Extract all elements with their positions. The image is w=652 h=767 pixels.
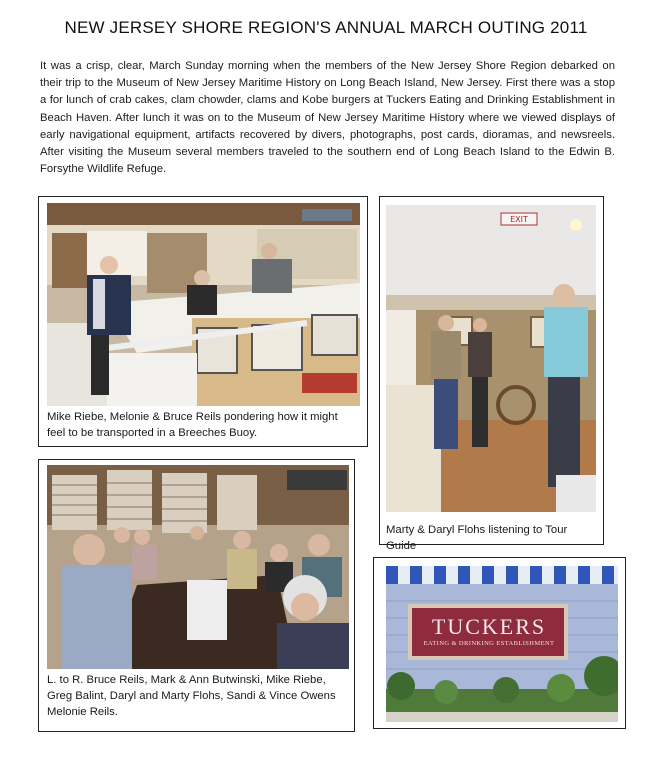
caption-museum-balcony: Mike Riebe, Melonie & Bruce Reils pondering how it might feel to be transported in a Breeches Buoy. [47,411,338,439]
photo-frame-museum-balcony [38,196,368,447]
photo-tuckers-sign [386,566,618,722]
photo-museum-balcony [47,203,360,406]
exit-sign-text: EXIT [510,215,528,224]
tuckers-sign-name: TUCKERS [431,614,547,639]
photo-tour-guide [386,205,596,512]
tuckers-sign-subtitle: EATING & DRINKING ESTABLISHMENT [423,640,555,647]
photo-frame-tour-guide [379,196,604,552]
photo-frame-lunch-table [38,459,355,732]
intro-paragraph: It was a crisp, clear, March Sunday morning when the members of the New Jersey Shore Region debarked on their trip to the Museum of New Jersey Maritime History on Long Beach Island, New Jersey. First there was a stop a for lunch of crab cakes, clam chowder, clams and Kobe burgers at Tuckers Eating and Drinking Establishment in Beach Haven. After lunch it was on to the Museum of New Jersey Maritime History where we viewed displays of early navigational equipment, artifacts recovered by divers, photographs, post cards, dioramas, and newsreels. After visiting the Museum several members traveled to the southern end of Long Beach Island to the Edwin B. Forsythe Wildlife Refuge. [40,60,615,176]
photo-frame-tuckers-sign [373,557,626,729]
caption-tour-guide: Marty & Daryl Flohs listening to Tour Guide [386,524,568,552]
tuckers-sign [414,614,564,660]
page-title: NEW JERSEY SHORE REGION'S ANNUAL MARCH OUTING 2011 [64,18,588,37]
caption-lunch-table: L. to R. Bruce Reils, Mark & Ann Butwinski, Mike Riebe, Greg Balint, Daryl and Marty Flohs, Sandi & Vince Owens Melonie Reils. [47,674,336,718]
photo-lunch-table [47,465,349,669]
